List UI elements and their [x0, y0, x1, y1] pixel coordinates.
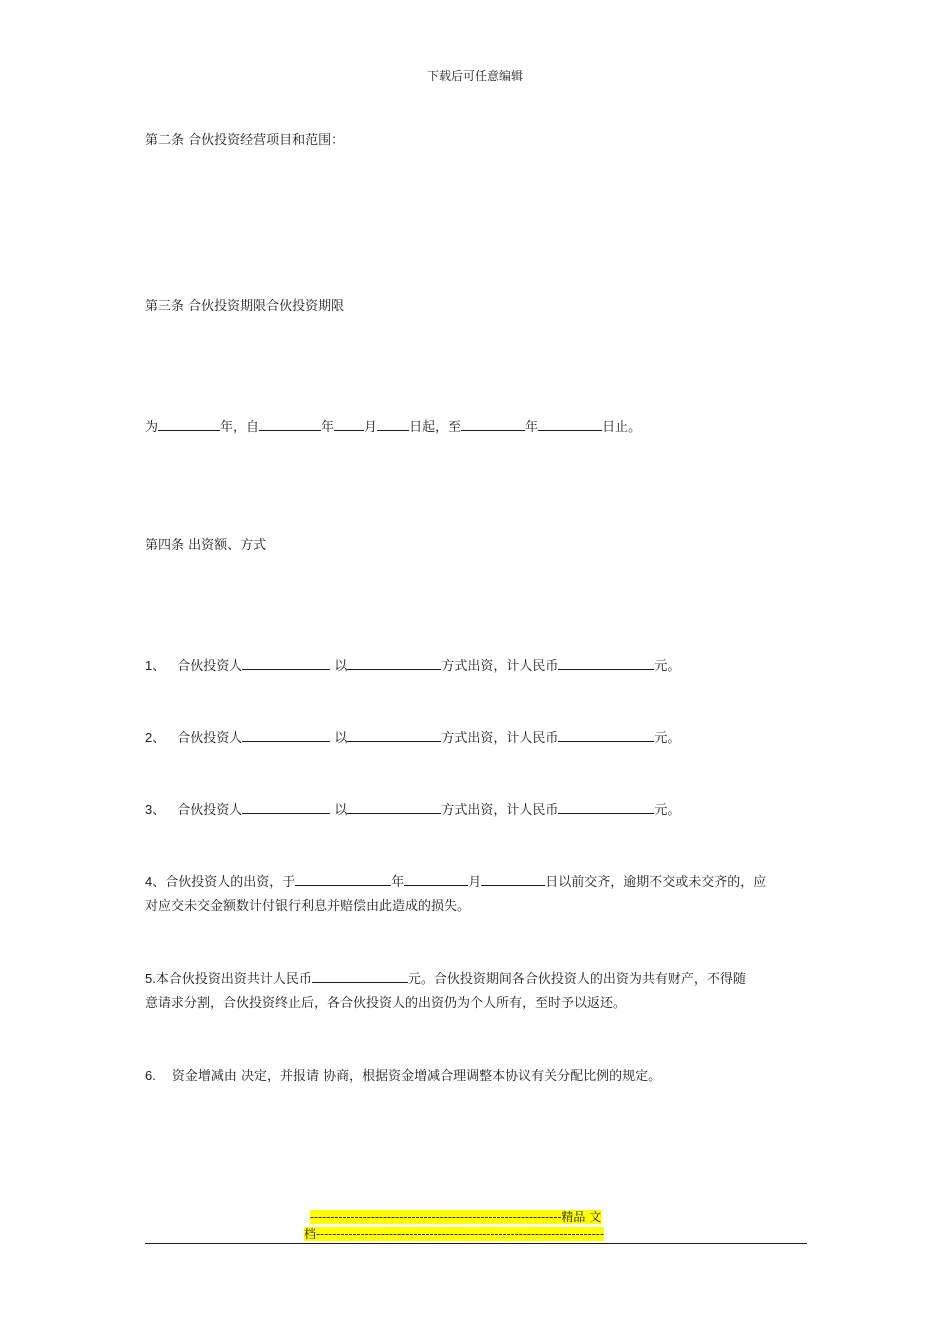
blank-partner-name[interactable]: [242, 801, 330, 814]
item-text: 合伙投资人的出资，于: [165, 875, 296, 890]
item-number: 5.: [145, 971, 156, 986]
article-3-title: 第三条 合伙投资期限合伙投资期限: [145, 299, 345, 314]
blank-start-month[interactable]: [334, 418, 364, 431]
contribution-item-2: [145, 729, 680, 747]
item-text: 元。: [654, 803, 681, 818]
blank-start-year[interactable]: [259, 418, 321, 431]
blank-method[interactable]: [347, 801, 441, 814]
item-text: 日以前交齐，逾期不交或未交齐的，应: [545, 875, 767, 890]
item-text: 年: [391, 875, 405, 890]
item-text: 以: [330, 731, 348, 746]
term-text: 日起，至: [409, 420, 462, 435]
item-text: 月: [468, 875, 482, 890]
blank-amount[interactable]: [558, 729, 654, 742]
item-text: 方式出资，计人民币: [441, 659, 559, 674]
footer-line-2: [304, 1227, 604, 1241]
blank-due-month[interactable]: [404, 873, 468, 886]
contribution-item-1: [145, 657, 680, 675]
item-number: 6.: [145, 1068, 156, 1083]
blank-partner-name[interactable]: [242, 729, 330, 742]
blank-end-year[interactable]: [461, 418, 525, 431]
item-text: 合伙投资人: [177, 659, 243, 674]
term-text: 年: [321, 420, 335, 435]
item-text: 合伙投资人: [177, 731, 243, 746]
item-number: 1、: [145, 658, 166, 673]
term-text: 日止。: [602, 420, 642, 435]
blank-amount[interactable]: [558, 657, 654, 670]
page-header: 下载后可任意编辑: [426, 69, 523, 83]
contribution-item-4-line1: [145, 873, 766, 891]
contribution-item-4-line2: 对应交未交金额数计付银行利息并赔偿由此造成的损失。: [145, 899, 471, 914]
contribution-item-5-line2: 意请求分割，合伙投资终止后，各合伙投资人的出资仍为个人所有，至时予以返还。: [145, 996, 627, 1011]
contribution-item-6: [145, 1068, 661, 1085]
term-text: 为: [145, 420, 159, 435]
item-text: 合伙投资人: [177, 803, 243, 818]
item-text: 元。合伙投资期间各合伙投资人的出资为共有财产，不得随: [407, 972, 746, 987]
term-text: 年: [525, 420, 539, 435]
term-text: 年，自: [220, 420, 260, 435]
term-text: 月: [364, 420, 378, 435]
item-number: 4、: [145, 874, 166, 889]
item-text: 资金增减由 决定，并报请 协商，根据资金增减合理调整本协议有关分配比例的规定。: [171, 1069, 662, 1084]
blank-years[interactable]: [158, 418, 220, 431]
blank-method[interactable]: [347, 657, 441, 670]
blank-end-day[interactable]: [538, 418, 602, 431]
item-text: 以: [330, 659, 348, 674]
blank-due-year[interactable]: [295, 873, 391, 886]
blank-method[interactable]: [347, 729, 441, 742]
footer-divider: [145, 1243, 807, 1244]
article-4-title: 第四条 出资额、方式: [145, 538, 267, 553]
item-number: 2、: [145, 730, 166, 745]
item-number: 3、: [145, 802, 166, 817]
blank-due-day[interactable]: [481, 873, 545, 886]
footer-text-1: --------------------------------------------------------------精品 文: [310, 1210, 602, 1224]
term-sentence: [145, 418, 641, 436]
item-text: 以: [330, 803, 348, 818]
item-text: 本合伙投资出资共计人民币: [155, 972, 312, 987]
blank-total-amount[interactable]: [312, 970, 408, 983]
contribution-item-5-line1: [145, 970, 746, 988]
blank-start-day[interactable]: [377, 418, 409, 431]
footer-text-2: 档-----------------------------------------------------------------------: [304, 1227, 604, 1241]
blank-amount[interactable]: [558, 801, 654, 814]
blank-partner-name[interactable]: [242, 657, 330, 670]
contribution-item-3: [145, 801, 680, 819]
footer-line-1: [310, 1210, 601, 1224]
item-text: 方式出资，计人民币: [441, 803, 559, 818]
item-text: 元。: [654, 731, 681, 746]
item-text: 元。: [654, 659, 681, 674]
article-2-title: 第二条 合伙投资经营项目和范围：: [145, 133, 345, 148]
item-text: 方式出资，计人民币: [441, 731, 559, 746]
